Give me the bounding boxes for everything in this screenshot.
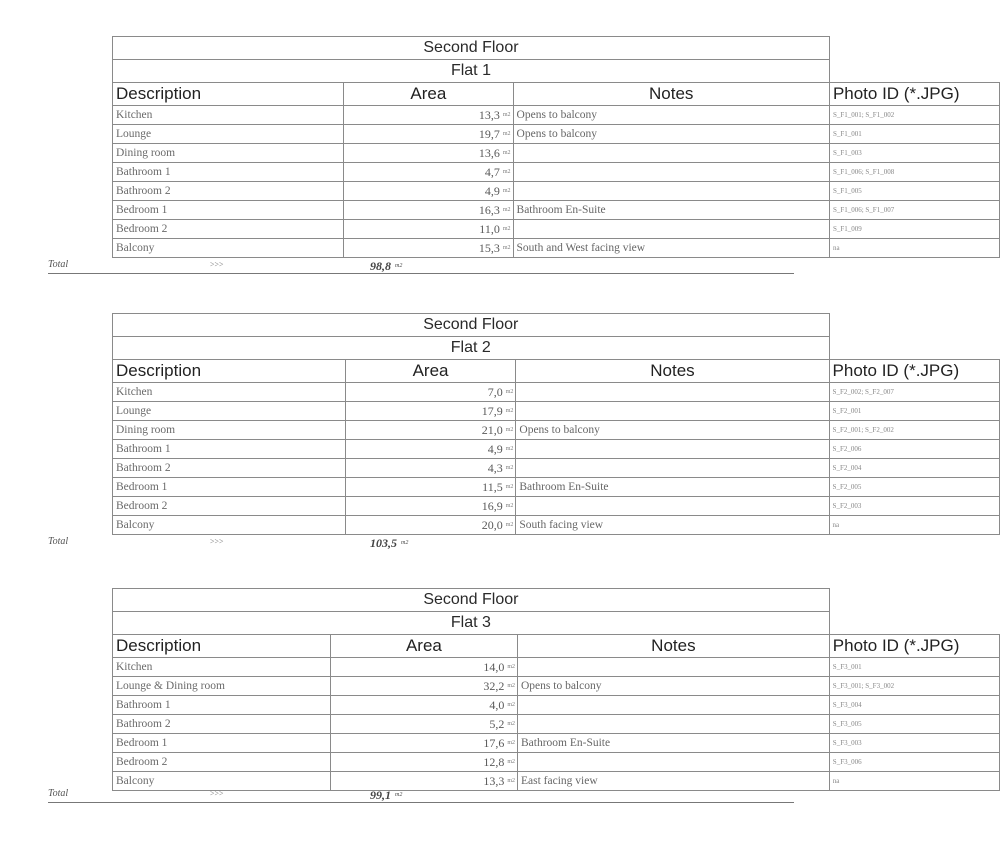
area-unit: m2 bbox=[505, 426, 514, 433]
flat-2-total bbox=[0, 536, 1000, 552]
table-row bbox=[113, 658, 1000, 677]
table-row bbox=[113, 715, 1000, 734]
photo-id: S_F1_003 bbox=[829, 144, 999, 163]
room-area: 11,0 bbox=[479, 221, 500, 236]
room-area: 12,8 bbox=[483, 754, 505, 769]
total-value-number: 103,5 bbox=[370, 536, 397, 550]
room-notes bbox=[517, 658, 829, 677]
room-notes: Opens to balcony bbox=[513, 106, 829, 125]
col-photo-id: Photo ID (*.JPG) bbox=[829, 360, 999, 383]
room-notes: South facing view bbox=[516, 516, 829, 535]
area-unit: m2 bbox=[505, 502, 514, 509]
room-area: 21,0 bbox=[481, 422, 503, 437]
photo-id: S_F3_003 bbox=[829, 734, 999, 753]
room-area: 17,6 bbox=[483, 735, 505, 750]
flat-header-row bbox=[113, 60, 1000, 83]
room-description: Bathroom 1 bbox=[113, 696, 331, 715]
col-area: Area bbox=[345, 360, 516, 383]
total-value-number: 99,1 bbox=[370, 788, 391, 802]
room-area: 13,6 bbox=[478, 145, 500, 160]
room-area-cell bbox=[344, 182, 513, 201]
area-unit: m2 bbox=[507, 663, 515, 670]
table-row bbox=[113, 144, 1000, 163]
photo-id: S_F2_002; S_F2_007 bbox=[829, 383, 999, 402]
flat-1-table bbox=[112, 36, 1000, 258]
flat-2-section bbox=[0, 313, 1000, 553]
room-description: Dining room bbox=[113, 421, 346, 440]
area-unit: m2 bbox=[505, 464, 514, 471]
floor-header-row bbox=[113, 589, 1000, 612]
room-notes bbox=[513, 220, 829, 239]
room-area: 13,3 bbox=[483, 773, 505, 788]
table-row bbox=[113, 201, 1000, 220]
col-area: Area bbox=[330, 635, 517, 658]
room-area: 4,9 bbox=[484, 183, 500, 198]
room-description: Balcony bbox=[113, 239, 344, 258]
flat-2-rows bbox=[113, 383, 1000, 535]
col-notes: Notes bbox=[517, 635, 829, 658]
room-area-cell bbox=[344, 201, 513, 220]
room-area: 13,3 bbox=[478, 107, 500, 122]
photo-id: S_F2_005 bbox=[829, 478, 999, 497]
room-area-cell bbox=[345, 402, 516, 421]
room-notes: East facing view bbox=[517, 772, 829, 791]
room-area: 7,0 bbox=[487, 384, 503, 399]
col-photo-id: Photo ID (*.JPG) bbox=[829, 83, 999, 106]
photo-id: S_F3_006 bbox=[829, 753, 999, 772]
area-unit: m2 bbox=[507, 701, 515, 708]
room-description: Lounge bbox=[113, 125, 344, 144]
total-unit: m2 bbox=[395, 792, 403, 798]
photo-id: na bbox=[829, 239, 999, 258]
col-area: Area bbox=[344, 83, 513, 106]
total-label: Total bbox=[48, 788, 69, 799]
room-notes: Bathroom En-Suite bbox=[517, 734, 829, 753]
area-unit: m2 bbox=[502, 111, 511, 118]
photo-id: S_F2_001 bbox=[829, 402, 999, 421]
table-row bbox=[113, 734, 1000, 753]
room-area: 20,0 bbox=[481, 517, 503, 532]
floor-title: Second Floor bbox=[113, 314, 830, 337]
room-notes bbox=[513, 163, 829, 182]
flat-3-table bbox=[112, 588, 1000, 791]
room-notes bbox=[513, 182, 829, 201]
photo-id: S_F1_001; S_F1_002 bbox=[829, 106, 999, 125]
total-arrows: >>> bbox=[210, 789, 224, 798]
floor-header-row bbox=[113, 314, 1000, 337]
room-area-cell bbox=[330, 677, 517, 696]
flat-3-rows bbox=[113, 658, 1000, 791]
flat-2-table bbox=[112, 313, 1000, 535]
room-notes: Opens to balcony bbox=[516, 421, 829, 440]
room-area: 15,3 bbox=[478, 240, 500, 255]
room-notes: Opens to balcony bbox=[513, 125, 829, 144]
room-description: Bedroom 2 bbox=[113, 753, 331, 772]
column-header-row bbox=[113, 360, 1000, 383]
table-row bbox=[113, 478, 1000, 497]
area-unit: m2 bbox=[502, 206, 511, 213]
room-area-cell bbox=[330, 753, 517, 772]
room-notes bbox=[517, 715, 829, 734]
room-description: Bathroom 2 bbox=[113, 715, 331, 734]
total-label: Total bbox=[48, 536, 69, 547]
photo-id: S_F1_006; S_F1_007 bbox=[829, 201, 999, 220]
room-area-cell bbox=[345, 383, 516, 402]
table-row bbox=[113, 516, 1000, 535]
flat-3-total bbox=[0, 788, 1000, 804]
flat-title: Flat 1 bbox=[113, 60, 830, 83]
room-area-cell bbox=[344, 220, 513, 239]
floor-title: Second Floor bbox=[113, 37, 830, 60]
room-area: 19,7 bbox=[478, 126, 500, 141]
total-value-number: 98,8 bbox=[370, 259, 391, 273]
table-row bbox=[113, 459, 1000, 478]
photo-id: S_F2_006 bbox=[829, 440, 999, 459]
room-area: 16,9 bbox=[481, 498, 503, 513]
room-area: 16,3 bbox=[478, 202, 500, 217]
table-row bbox=[113, 677, 1000, 696]
room-area-cell bbox=[345, 421, 516, 440]
table-row bbox=[113, 696, 1000, 715]
total-unit: m2 bbox=[395, 263, 403, 269]
room-notes bbox=[516, 383, 829, 402]
table-row bbox=[113, 421, 1000, 440]
room-description: Bedroom 1 bbox=[113, 734, 331, 753]
room-description: Bedroom 1 bbox=[113, 478, 346, 497]
room-area: 17,9 bbox=[481, 403, 503, 418]
room-notes bbox=[516, 459, 829, 478]
room-area-cell bbox=[344, 106, 513, 125]
room-area-cell bbox=[345, 478, 516, 497]
col-description: Description bbox=[113, 635, 331, 658]
room-area: 4,9 bbox=[487, 441, 503, 456]
room-notes: Opens to balcony bbox=[517, 677, 829, 696]
room-description: Kitchen bbox=[113, 658, 331, 677]
room-area-cell bbox=[345, 516, 516, 535]
room-area: 4,7 bbox=[484, 164, 500, 179]
total-arrows: >>> bbox=[210, 260, 224, 269]
room-area-cell bbox=[344, 144, 513, 163]
room-description: Kitchen bbox=[113, 383, 346, 402]
table-row bbox=[113, 163, 1000, 182]
room-description: Lounge & Dining room bbox=[113, 677, 331, 696]
area-unit: m2 bbox=[507, 758, 515, 765]
table-row bbox=[113, 383, 1000, 402]
room-description: Bathroom 2 bbox=[113, 459, 346, 478]
photo-id: S_F1_005 bbox=[829, 182, 999, 201]
photo-id: na bbox=[829, 516, 999, 535]
area-unit: m2 bbox=[507, 720, 515, 727]
area-unit: m2 bbox=[505, 521, 514, 528]
col-description: Description bbox=[113, 360, 346, 383]
total-value bbox=[370, 536, 408, 551]
room-area-cell bbox=[345, 440, 516, 459]
photo-id: S_F1_006; S_F1_008 bbox=[829, 163, 999, 182]
total-value bbox=[370, 259, 402, 274]
flat-1-total bbox=[0, 259, 1000, 275]
room-description: Dining room bbox=[113, 144, 344, 163]
flat-header-row bbox=[113, 612, 1000, 635]
total-value bbox=[370, 788, 402, 803]
room-area-cell bbox=[344, 163, 513, 182]
room-description: Bedroom 1 bbox=[113, 201, 344, 220]
room-area: 32,2 bbox=[483, 678, 505, 693]
room-area-cell bbox=[330, 715, 517, 734]
room-area-cell bbox=[330, 734, 517, 753]
room-area-cell bbox=[330, 658, 517, 677]
table-row bbox=[113, 220, 1000, 239]
table-row bbox=[113, 239, 1000, 258]
area-unit: m2 bbox=[507, 682, 515, 689]
photo-id: S_F3_005 bbox=[829, 715, 999, 734]
room-notes: South and West facing view bbox=[513, 239, 829, 258]
table-row bbox=[113, 497, 1000, 516]
room-area: 14,0 bbox=[483, 659, 505, 674]
room-description: Bathroom 1 bbox=[113, 163, 344, 182]
photo-id: S_F2_003 bbox=[829, 497, 999, 516]
room-description: Bathroom 1 bbox=[113, 440, 346, 459]
total-divider bbox=[48, 273, 794, 274]
room-area: 4,3 bbox=[487, 460, 503, 475]
table-row bbox=[113, 440, 1000, 459]
photo-id: S_F3_001 bbox=[829, 658, 999, 677]
photo-id: S_F2_001; S_F2_002 bbox=[829, 421, 999, 440]
col-description: Description bbox=[113, 83, 344, 106]
area-unit: m2 bbox=[505, 388, 514, 395]
room-area-cell bbox=[345, 497, 516, 516]
area-unit: m2 bbox=[505, 483, 514, 490]
floor-header-row bbox=[113, 37, 1000, 60]
col-notes: Notes bbox=[516, 360, 829, 383]
photo-id: S_F2_004 bbox=[829, 459, 999, 478]
room-description: Lounge bbox=[113, 402, 346, 421]
room-description: Bedroom 2 bbox=[113, 220, 344, 239]
room-area: 4,0 bbox=[489, 697, 505, 712]
room-notes bbox=[516, 440, 829, 459]
area-unit: m2 bbox=[502, 244, 511, 251]
room-notes bbox=[516, 402, 829, 421]
room-notes bbox=[517, 753, 829, 772]
table-row bbox=[113, 402, 1000, 421]
room-area: 11,5 bbox=[482, 479, 503, 494]
area-unit: m2 bbox=[505, 445, 514, 452]
area-unit: m2 bbox=[502, 225, 511, 232]
photo-id: S_F1_009 bbox=[829, 220, 999, 239]
room-area-cell bbox=[330, 696, 517, 715]
total-unit: m2 bbox=[401, 540, 409, 546]
area-unit: m2 bbox=[502, 130, 511, 137]
photo-id: na bbox=[829, 772, 999, 791]
room-area: 5,2 bbox=[489, 716, 505, 731]
area-unit: m2 bbox=[502, 187, 511, 194]
flat-1-section bbox=[0, 36, 1000, 276]
table-row bbox=[113, 106, 1000, 125]
room-notes bbox=[517, 696, 829, 715]
room-area-cell bbox=[345, 459, 516, 478]
flat-1-rows bbox=[113, 106, 1000, 258]
flat-title: Flat 2 bbox=[113, 337, 830, 360]
total-divider bbox=[48, 802, 794, 803]
room-description: Bathroom 2 bbox=[113, 182, 344, 201]
floor-title: Second Floor bbox=[113, 589, 830, 612]
column-header-row bbox=[113, 83, 1000, 106]
flat-title: Flat 3 bbox=[113, 612, 830, 635]
area-unit: m2 bbox=[507, 777, 515, 784]
room-notes: Bathroom En-Suite bbox=[516, 478, 829, 497]
col-notes: Notes bbox=[513, 83, 829, 106]
room-description: Balcony bbox=[113, 772, 331, 791]
column-header-row bbox=[113, 635, 1000, 658]
room-description: Bedroom 2 bbox=[113, 497, 346, 516]
room-notes bbox=[516, 497, 829, 516]
total-label: Total bbox=[48, 259, 69, 270]
table-row bbox=[113, 182, 1000, 201]
room-description: Kitchen bbox=[113, 106, 344, 125]
photo-id: S_F3_001; S_F3_002 bbox=[829, 677, 999, 696]
flat-header-row bbox=[113, 337, 1000, 360]
room-notes: Bathroom En-Suite bbox=[513, 201, 829, 220]
room-notes bbox=[513, 144, 829, 163]
area-unit: m2 bbox=[505, 407, 514, 414]
area-unit: m2 bbox=[502, 149, 511, 156]
total-arrows: >>> bbox=[210, 537, 224, 546]
area-unit: m2 bbox=[507, 739, 515, 746]
table-row bbox=[113, 125, 1000, 144]
room-area-cell bbox=[344, 239, 513, 258]
photo-id: S_F3_004 bbox=[829, 696, 999, 715]
photo-id: S_F1_001 bbox=[829, 125, 999, 144]
room-area-cell bbox=[344, 125, 513, 144]
col-photo-id: Photo ID (*.JPG) bbox=[829, 635, 999, 658]
room-description: Balcony bbox=[113, 516, 346, 535]
table-row bbox=[113, 753, 1000, 772]
area-unit: m2 bbox=[502, 168, 511, 175]
